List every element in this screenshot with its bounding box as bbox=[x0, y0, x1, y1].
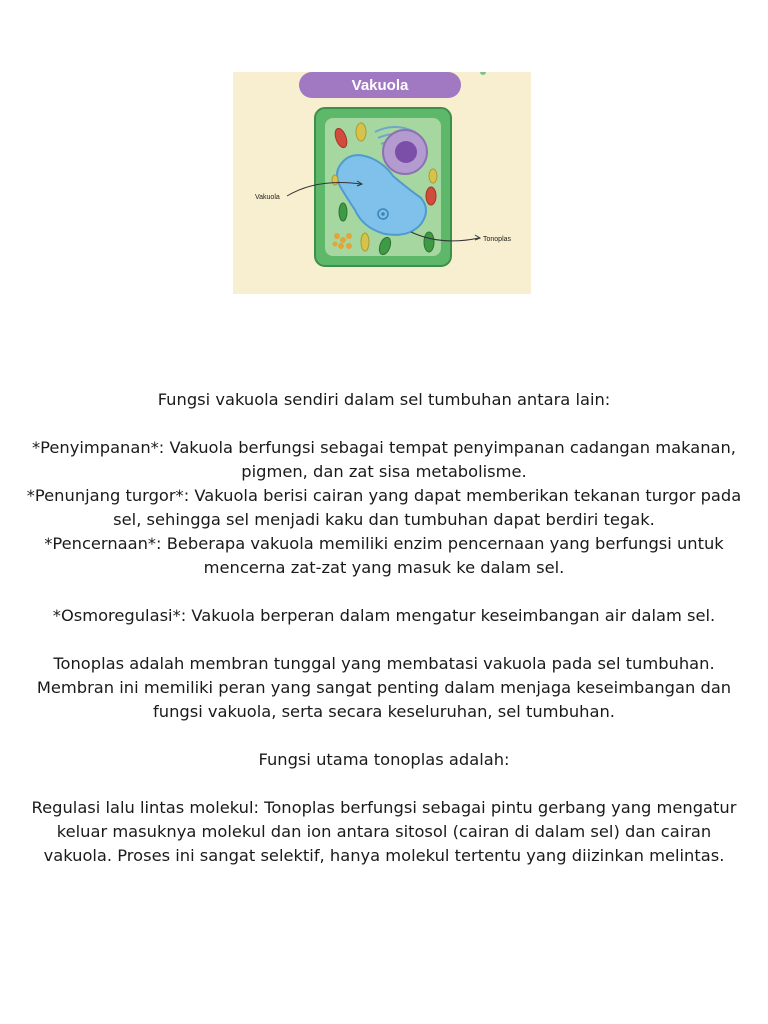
label-tonoplas: Tonoplas bbox=[483, 236, 512, 243]
tonoplas-function-heading: Fungsi utama tonoplas adalah: bbox=[258, 750, 510, 769]
list-item-penyimpanan: *Penyimpanan*: Vakuola berfungsi sebagai tempat penyimpanan cadangan makanan, pigmen, dan zat sisa metabolisme. bbox=[32, 438, 736, 481]
label-vakuola: Vakuola bbox=[255, 194, 280, 201]
intro-paragraph: Fungsi vakuola sendiri dalam sel tumbuhan antara lain: bbox=[157, 390, 611, 409]
document-body bbox=[20, 388, 748, 868]
tonoplas-paragraph: Tonoplas adalah membran tunggal yang membatasi vakuola pada sel tumbuhan. Membran ini memiliki peran yang sangat penting dalam menjaga keseimbangan dan fungsi vakuola, serta secara keseluruhan, sel tumbuhan. bbox=[36, 654, 732, 721]
vacuole-figure bbox=[233, 72, 531, 294]
nucleus bbox=[383, 130, 427, 174]
list-item-pencernaan: *Pencernaan*: Beberapa vakuola memiliki enzim pencernaan yang berfungsi untuk mencerna zat-zat yang masuk ke dalam sel. bbox=[44, 534, 724, 577]
figure-title: Vakuola bbox=[351, 77, 409, 94]
list-item-osmoregulasi: *Osmoregulasi*: Vakuola berperan dalam mengatur keseimbangan air dalam sel. bbox=[52, 606, 716, 625]
list-item-turgor: *Penunjang turgor*: Vakuola berisi cairan yang dapat memberikan tekanan turgor pada sel, sehingga sel menjadi kaku dan tumbuhan dapat berdiri tegak. bbox=[26, 486, 742, 529]
plant-cell-diagram bbox=[233, 72, 531, 294]
regulasi-paragraph: Regulasi lalu lintas molekul: Tonoplas berfungsi sebagai pintu gerbang yang mengatur keluar masuknya molekul dan ion antara sitosol (cairan di dalam sel) dan cairan vakuola. Proses ini sangat selektif, hanya molekul tertentu yang diizinkan melintas. bbox=[31, 798, 737, 865]
